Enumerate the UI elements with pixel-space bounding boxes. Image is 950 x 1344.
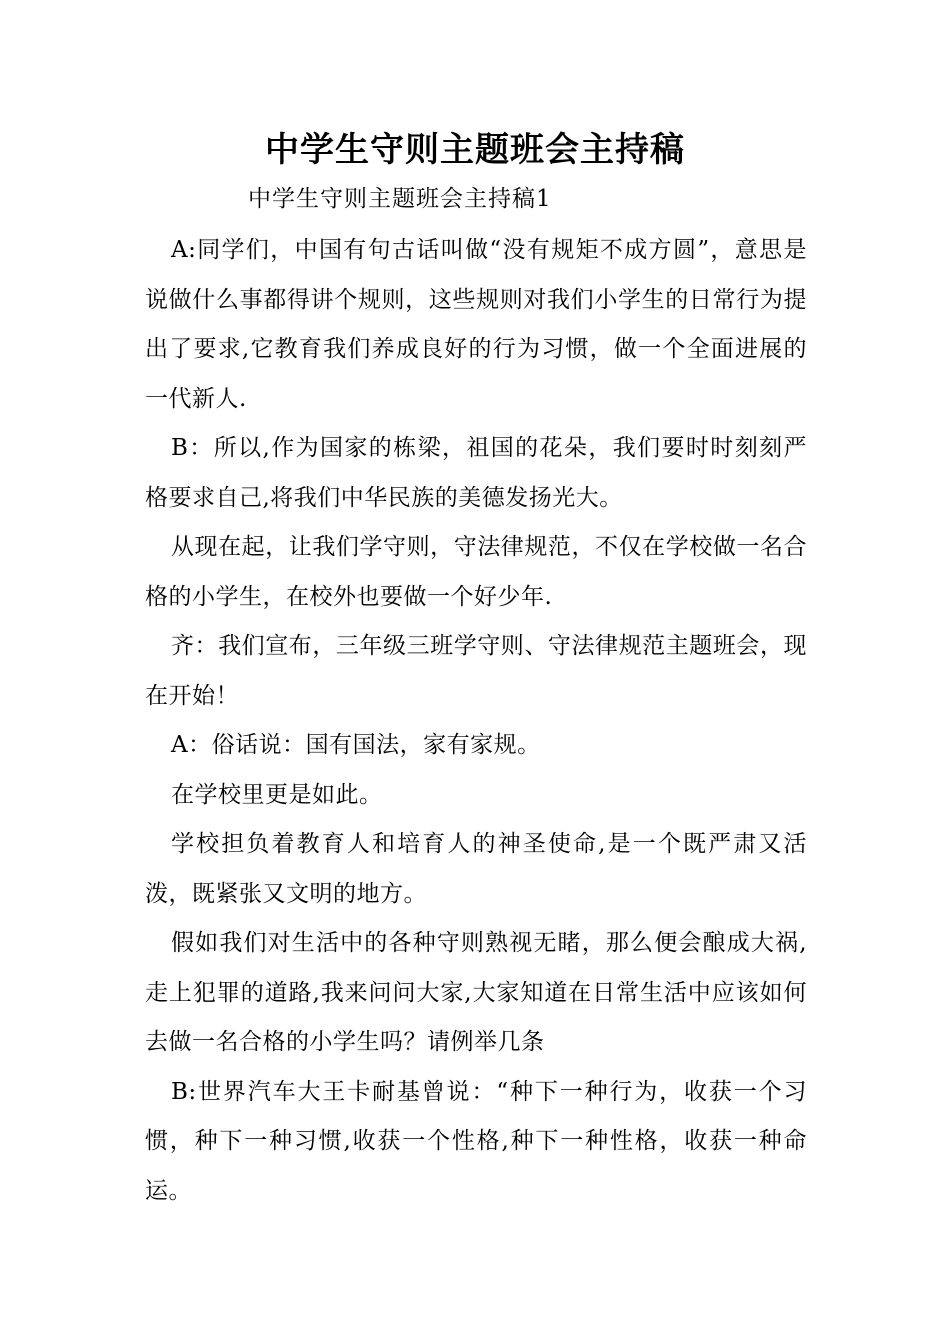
document-body — [145, 226, 807, 1216]
paragraph: 假如我们对生活中的各种守则熟视无睹，那么便会酿成大祸,走上犯罪的道路,我来问问大家,大家知道在日常生活中应该如何去做一名合格的小学生吗？请例举几条 — [145, 930, 807, 1055]
paragraph: B：所以,作为国家的栋梁，祖国的花朵，我们要时时刻刻严格要求自己,将我们中华民族的美德发扬光大。 — [145, 435, 807, 511]
document-subtitle: 中学生守则主题班会主持稿1 — [248, 186, 552, 212]
paragraph: 学校担负着教育人和培育人的神圣使命,是一个既严肃又活泼，既紧张又文明的地方。 — [145, 831, 807, 907]
paragraph: A:同学们，中国有句古话叫做“没有规矩不成方圆”，意思是说做什么事都得讲个规则，这些规则对我们小学生的日常行为提出了要求,它教育我们养成良好的行为习惯，做一个全面进展的一代新人. — [145, 237, 807, 412]
paragraph: A：俗话说：国有国法，家有家规。 — [171, 732, 541, 758]
paragraph: 从现在起，让我们学守则，守法律规范，不仅在学校做一名合格的小学生，在校外也要做一个好少年. — [145, 534, 807, 610]
paragraph: 在学校里更是如此。 — [171, 781, 383, 808]
paragraph: B:世界汽车大王卡耐基曾说：“种下一种行为，收获一个习惯，种下一种习惯,收获一个性格,种下一种性格，收获一种命运。 — [145, 1078, 807, 1204]
paragraph: 齐：我们宣布，三年级三班学守则、守法律规范主题班会，现在开始！ — [145, 633, 807, 709]
document-title: 中学生守则主题班会主持稿 — [265, 130, 685, 170]
